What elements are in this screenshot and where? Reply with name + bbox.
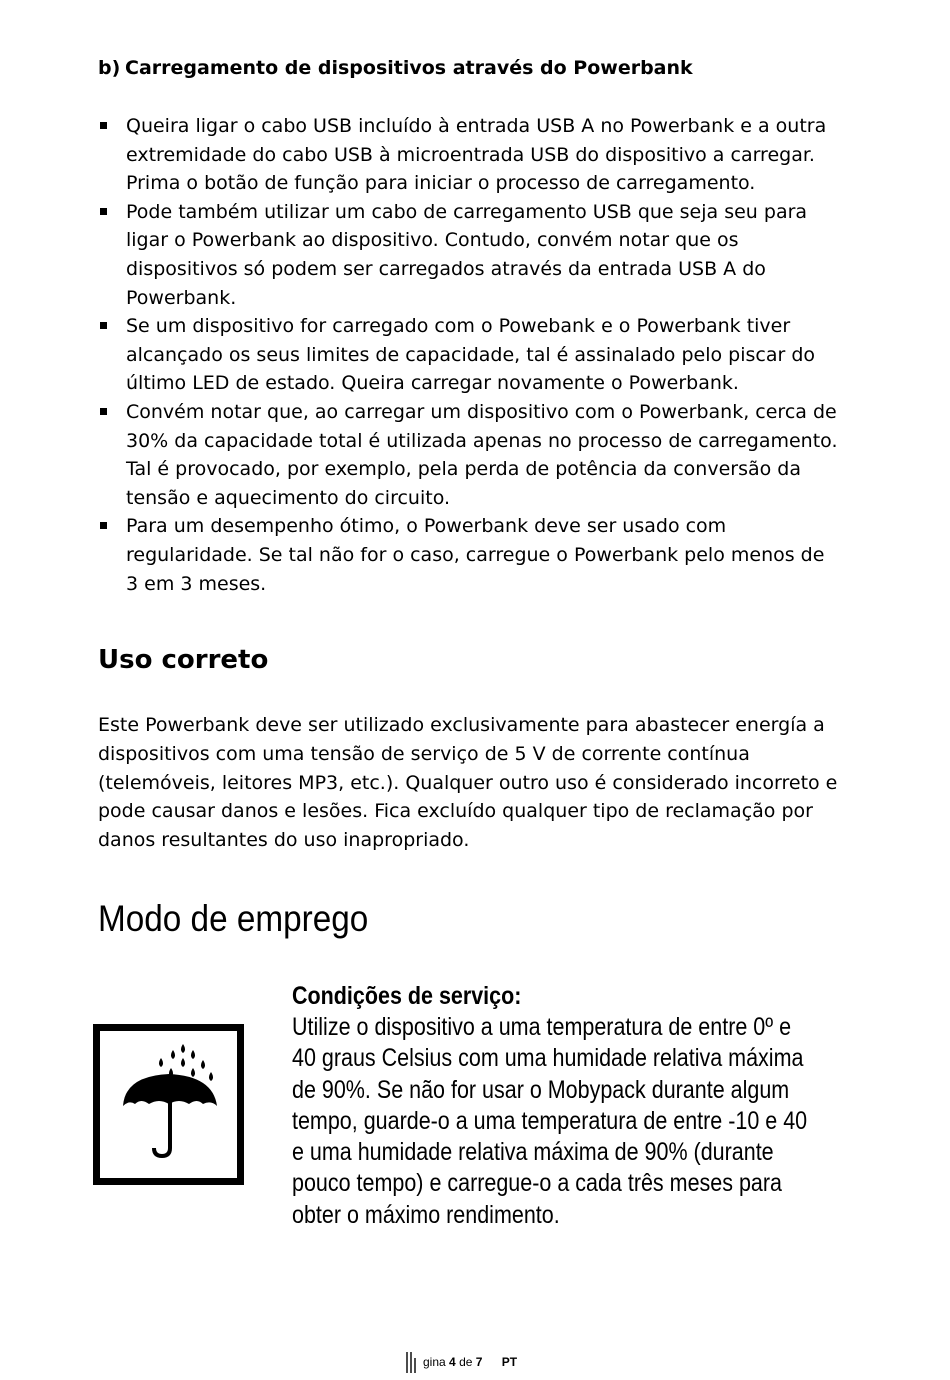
- list-item-text: Para um desempenho ótimo, o Powerbank deve ser usado com regularidade. Se tal não for o caso, carregue o Powerbank pelo menos de 3 em 3 meses.: [126, 515, 825, 595]
- uso-correto-heading: Uso correto: [98, 645, 269, 675]
- list-item-text: Se um dispositivo for carregado com o Powebank e o Powerbank tiver alcançado os seus limites de capacidade, tal é assinalado pelo piscar do último LED de estado. Queira carregar novamente o Powerbank.: [126, 315, 816, 395]
- list-item-text: Pode também utilizar um cabo de carregamento USB que seja seu para ligar o Powerbank ao dispositivo. Contudo, convém notar que os dispositivos só podem ser carregados através da entrada USB A do Powerbank.: [126, 200, 808, 309]
- logo-mark-icon: [405, 1350, 419, 1374]
- bullet-square-icon: [100, 522, 107, 529]
- section-b-heading: [98, 56, 838, 80]
- bullet-square-icon: [100, 208, 107, 215]
- language-code: PT: [501, 1355, 518, 1369]
- list-item-text: Convém notar que, ao carregar um dispositivo com o Powerbank, cerca de 30% da capacidade total é utilizada apenas no processo de carregamento. Tal é provocado, por exemplo, pela perda de potência da conversão da tensão e aquecimento do circuito.: [126, 400, 838, 509]
- uso-correto-paragraph: Este Powerbank deve ser utilizado exclusivamente para abastecer energía a dispositivos com uma tensão de serviço de 5 V de corrente contínua (telemóveis, leitores MP3, etc.). Qualquer outro uso é considerado incorreto e pode causar danos e lesões. Fica excluído qualquer tipo de reclamação por danos resultantes do uso inapropriado.: [98, 714, 838, 852]
- list-item: [98, 512, 838, 598]
- umbrella-rain-icon: [93, 1024, 244, 1185]
- page-separator: de: [459, 1355, 473, 1369]
- list-item-text: Queira ligar o cabo USB incluído à entrada USB A no Powerbank e a outra extremidade do cabo USB à microentrada USB do dispositivo a carregar. Prima o botão de função para iniciar o processo de carregamento.: [126, 115, 827, 195]
- list-item: [98, 112, 838, 198]
- modo-de-emprego-heading: Modo de emprego: [98, 898, 369, 939]
- charging-bullet-list: [98, 112, 838, 598]
- operating-conditions: [292, 980, 808, 1231]
- bullet-square-icon: [100, 322, 107, 329]
- section-b-prefix: b): [98, 57, 121, 79]
- section-b-title: Carregamento de dispositivos através do Powerbank: [125, 57, 693, 79]
- page-current: 4: [449, 1355, 456, 1369]
- list-item: [98, 398, 838, 512]
- list-item: [98, 312, 838, 398]
- conditions-title: Condições de serviço:: [292, 982, 522, 1010]
- page-label: gina: [423, 1355, 446, 1369]
- page-footer: [405, 1350, 517, 1374]
- bullet-square-icon: [100, 122, 107, 129]
- conditions-text: Utilize o dispositivo a uma temperatura de entre 0º e 40 graus Celsius com uma humidade relativa máxima de 90%. Se não for usar o Mobypack durante algum tempo, guarde-o a uma temperatura de entre -10 e 40 e uma humidade relativa máxima de 90% (durante pouco tempo) e carregue-o a cada três meses para obter o máximo rendimento.: [292, 1013, 808, 1229]
- bullet-square-icon: [100, 408, 107, 415]
- page-total: 7: [475, 1355, 483, 1369]
- list-item: [98, 198, 838, 312]
